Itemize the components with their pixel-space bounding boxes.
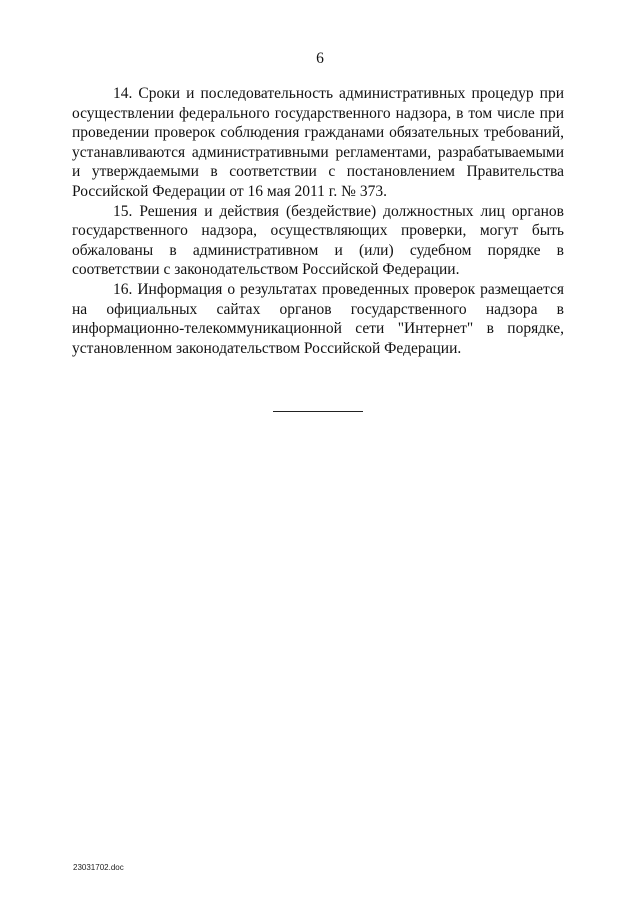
end-of-text-divider xyxy=(273,411,363,412)
page-number: 6 xyxy=(316,50,324,67)
document-file-code: 23031702.doc xyxy=(73,863,124,872)
paragraph-14: 14. Сроки и последовательность административных процедур при осуществлении федерального государственного надзора, в том числе при проведении проверок соблюдения гражданами обязательных требований, устанавливаются административными регламентами, разрабатываемыми и утверждаемыми в соответствии с постановлением Правительства Российской Федерации от 16 мая 2011 г. № 373. xyxy=(72,85,564,200)
paragraph-15: 15. Решения и действия (бездействие) должностных лиц органов государственного надзора, осуществляющих проверки, могут быть обжалованы в административном и (или) судебном порядке в соответствии с законодательством Российской Федерации. xyxy=(72,202,564,279)
document-body xyxy=(72,84,564,358)
paragraph-16: 16. Информация о результатах проведенных проверок размещается на официальных сайтах органов государственного надзора в информационно-телекоммуникационной сети "Интернет" в порядке, установленном законодательством Российской Федерации. xyxy=(72,280,564,357)
